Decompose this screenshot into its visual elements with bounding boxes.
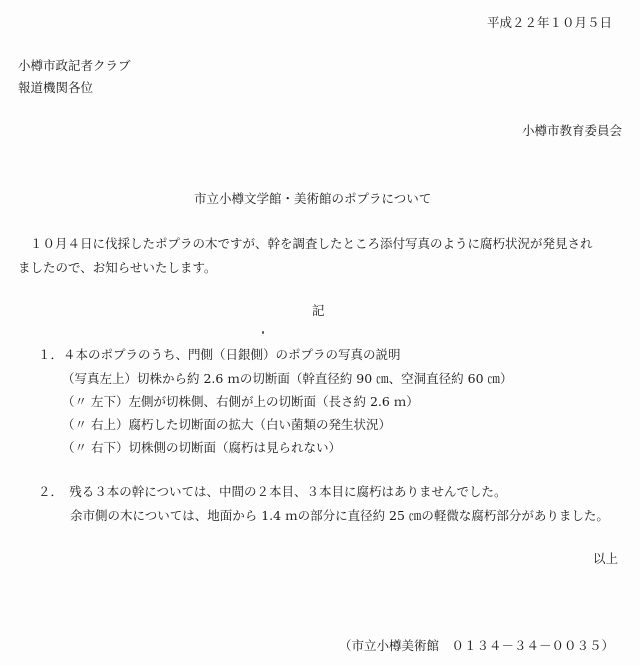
document-date: 平成２２年１０月５日 — [486, 15, 612, 30]
ki-label: 記 — [312, 303, 325, 318]
closing-ijou: 以上 — [592, 551, 618, 566]
document-title: 市立小樽文学館・美術館のポプラについて — [194, 191, 432, 206]
contact-info: （市立小樽美術館 ０１３４－３４－００３５） — [338, 638, 614, 653]
photo-caption-1: （写真左上）切株から約 2.6 ｍの切断面（幹直径約 90 ㎝、空洞直径約 60 ㎝） — [62, 371, 513, 386]
sender: 小樽市教育委員会 — [521, 123, 622, 138]
section2-line-1: ２． 残る３本の幹については、中間の２本目、３本目に腐朽はありませんでした。 — [38, 484, 507, 499]
section1-heading: １．４本のポプラのうち、門側（日銀側）のポプラの写真の説明 — [38, 347, 401, 362]
photo-caption-4: （〃 右下）切株側の切断面（腐朽は見られない） — [62, 440, 341, 455]
photo-caption-2: （〃 左下）左側が切株側、右側が上の切断面（長さ約 2.6 ｍ） — [62, 394, 419, 409]
section2-line-2: 余市側の木については、地面から 1.4 ｍの部分に直径約 25 ㎝の軽微な腐朽部分がありました。 — [70, 508, 609, 523]
scan-speck — [262, 331, 264, 334]
recipient-line-2: 報道機関各位 — [18, 80, 94, 95]
intro-line-1: １０月４日に伐採したポプラの木ですが、幹を調査したところ添付写真のように腐朽状況が発見され — [30, 236, 593, 251]
recipient-line-1: 小樽市政記者クラブ — [18, 58, 131, 73]
intro-line-2: ましたので、お知らせいたします。 — [18, 260, 217, 275]
photo-caption-3: （〃 右上）腐朽した切断面の拡大（白い菌類の発生状況） — [62, 417, 391, 432]
